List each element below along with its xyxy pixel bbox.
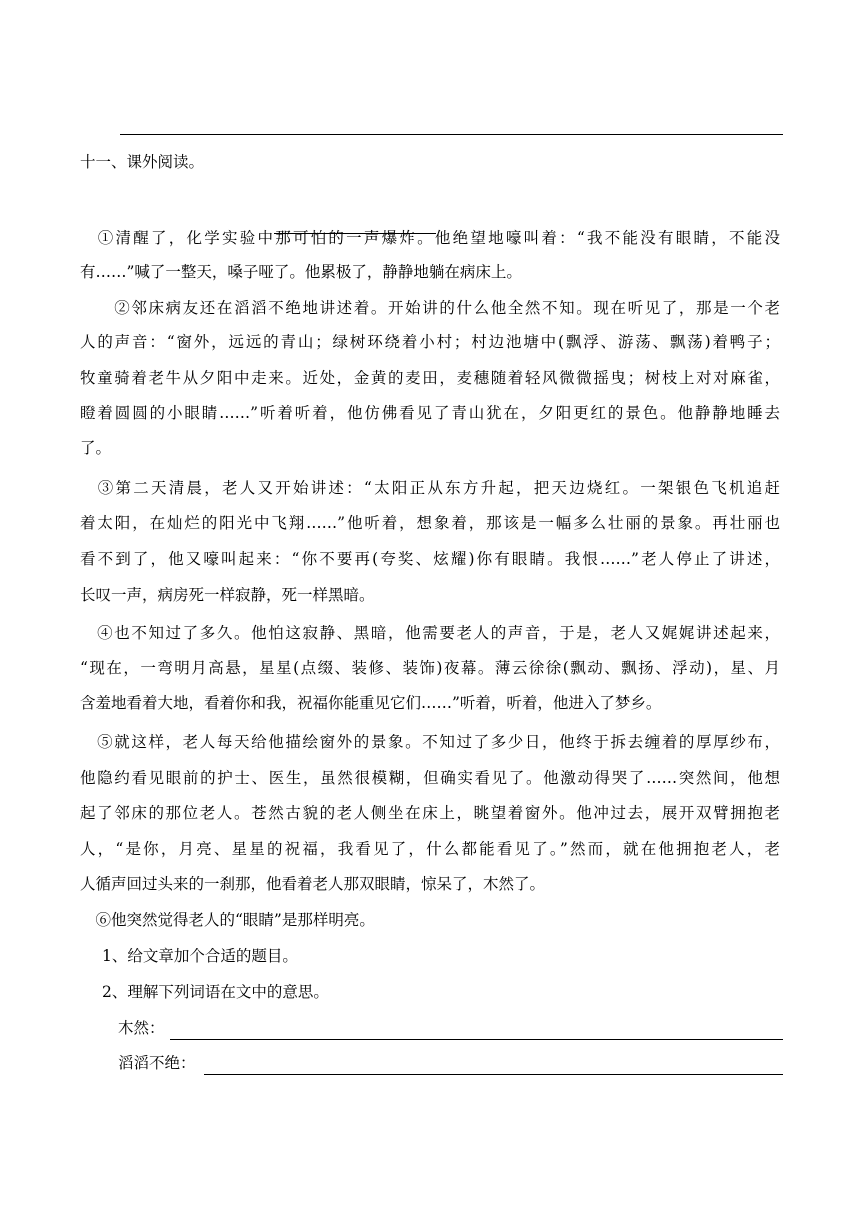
passage-line: ⑤就这样，老人每天给他描绘窗外的景象。不知过了多少日，他终于拆去缠着的厚厚纱布， [80, 733, 780, 751]
answer-blank-taotaobujue[interactable] [204, 1074, 783, 1075]
passage-line: 瞪着圆圆的小眼睛……”听着听着，他仿佛看见了青山犹在，夕阳更红的景色。他静静地睡去 [80, 404, 780, 422]
passage-line: ③第二天清晨，老人又开始讲述：“太阳正从东方升起，把天边烧红。一架银色飞机追赶 [80, 479, 780, 497]
section-title: 十一、课外阅读。 [80, 153, 205, 171]
passage-line: 起了邻床的那位老人。苍然古貌的老人侧坐在床上，眺望着窗外。他冲过去，展开双臂拥抱老 [80, 804, 780, 822]
passage-line: ①清醒了，化学实验中那可怕的一声爆炸。他绝望地嚎叫着：“我不能没有眼睛，不能没 [80, 229, 780, 247]
question-2: 2、理解下列词语在文中的意思。 [102, 983, 329, 1001]
passage-line: 牧童骑着老牛从夕阳中走来。近处，金黄的麦田，麦穗随着轻风微微摇曳；树枝上对对麻雀， [80, 369, 780, 387]
passage-line: 人，“是你，月亮、星星的祝福，我看见了，什么都能看见了。”然而，就在他拥抱老人，老 [80, 840, 780, 858]
term-row-muran [118, 1016, 783, 1040]
term-label-taotaobujue: 滔滔不绝： [118, 1054, 196, 1072]
passage-line: 人的声音：“窗外，远远的青山；绿树环绕着小村；村边池塘中(飘浮、游荡、飘荡)着鸭子； [80, 333, 780, 351]
passage-line: 有……”喊了一整天，嗓子哑了。他累极了，静静地躺在病床上。 [80, 263, 522, 281]
passage-line: 他隐约看见眼前的护士、医生，虽然很模糊，但确实看见了。他激动得哭了……突然间，他想 [80, 769, 780, 787]
passage-line: “现在，一弯明月高悬，星星(点缀、装修、装饰)夜幕。薄云徐徐(飘动、飘扬、浮动)，星、月 [80, 659, 780, 677]
answer-blank-muran[interactable] [170, 1039, 783, 1040]
term-row-taotaobujue [118, 1051, 783, 1075]
passage-line: 含羞地看着大地，看着你和我，祝福你能重见它们……”听着，听着，他进入了梦乡。 [80, 694, 662, 712]
passage-line: ⑥他突然觉得老人的“眼睛”是那样明亮。 [80, 911, 375, 929]
passage-line: 人循声回过头来的一刹那，他看着老人那双眼睛，惊呆了，木然了。 [80, 875, 546, 893]
passage-line: 长叹一声，病房死一样寂静，死一样黑暗。 [80, 586, 375, 604]
header-rule [120, 134, 783, 135]
passage-line: 看不到了，他又嚎叫起来：“你不要再(夸奖、炫耀)你有眼睛。我恨……”老人停止了讲述， [80, 550, 780, 568]
question-1: 1、给文章加个合适的题目。 [102, 947, 298, 965]
passage-line: 着太阳，在灿烂的阳光中飞翔……”他听着，想象着，那该是一幅多么壮丽的景象。再壮丽也 [80, 514, 780, 532]
passage-line: ②邻床病友还在滔滔不绝地讲述着。开始讲的什么他全然不知。现在听见了，那是一个老 [80, 299, 780, 317]
passage-line: 了。 [80, 439, 112, 457]
passage-line: ④也不知过了多久。他怕这寂静、黑暗，他需要老人的声音，于是，老人又娓娓讲述起来， [80, 624, 780, 642]
term-label-muran: 木然： [118, 1019, 165, 1037]
